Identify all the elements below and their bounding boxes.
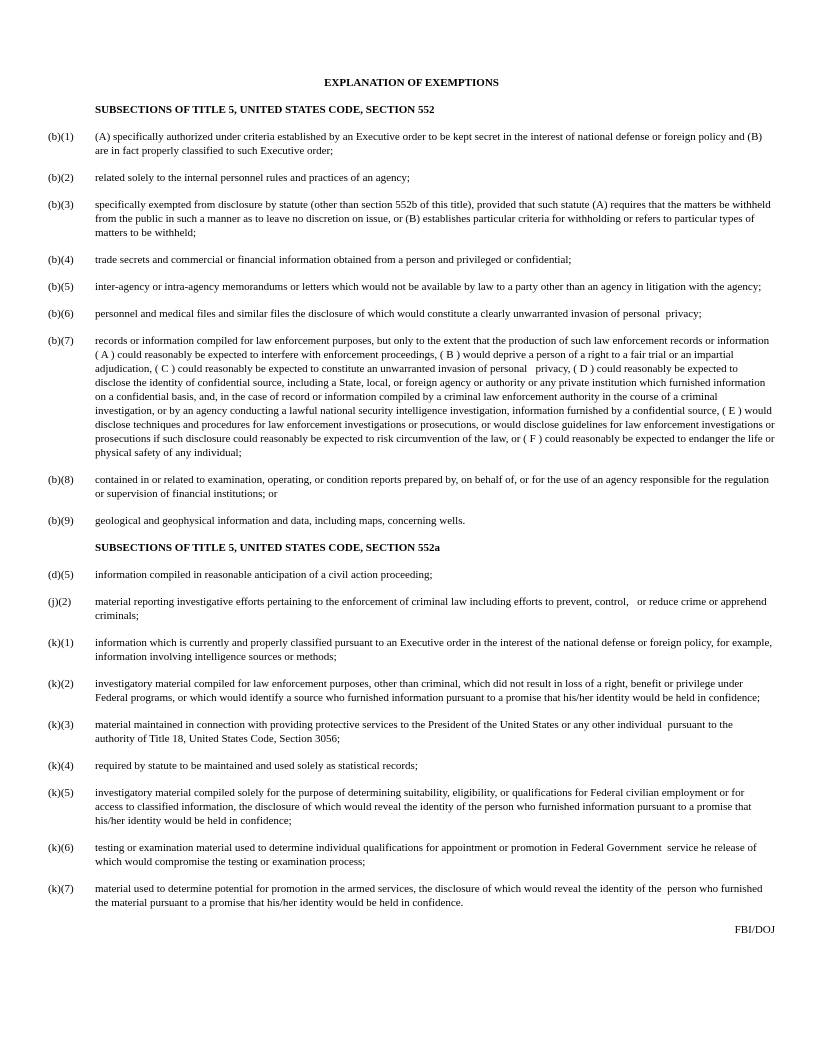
exemption-text: material used to determine potential for promotion in the armed services, the disclosure of which would reveal the identity of the person who furnished the material pursuant to a promise that his/her identity would be held in confidence.	[95, 883, 766, 909]
exemption-item-k7	[48, 882, 775, 910]
exemption-label: (b)(9)	[48, 515, 74, 527]
exemption-label: (b)(4)	[48, 254, 74, 266]
exemption-item-k2	[48, 677, 775, 705]
exemption-text: specifically exempted from disclosure by statute (other than section 552b of this title), provided that such statute (A) requires that the matters be withheld from the public in such a manner as to leave no discretion on issue, or (B) establishes particular criteria for withholding or refers to particular types of matters to be withheld;	[95, 199, 774, 239]
exemption-label: (b)(7)	[48, 335, 74, 347]
exemption-item-k3	[48, 718, 775, 746]
exemption-text: records or information compiled for law enforcement purposes, but only to the extent that the production of such law enforcement records or information ( A ) could reasonably be expected to interfere with enforcement proceedings, ( B ) would deprive a person of a right to a fair trial or an impartial adjudication, ( C ) could reasonably be expected to constitute an unwarranted invasion of personal privacy, ( D ) could reasonably be expected to disclose the identity of confidential source, including a State, local, or foreign agency or authority or any private institution which furnished information on a confidential basis, and, in the case of record or information compiled by a criminal law enforcement authority in the course of a criminal investigation, or by an agency conducting a lawful national security intelligence investigation, information furnished by a confidential source, ( E ) would disclose techniques and procedures for law enforcement investigations or prosecutions, or would disclose guidelines for law enforcement investigations or prosecutions if such disclosure could reasonably be expected to risk circumvention of the law, or ( F ) could reasonably be expected to endanger the life or physical safety of any individual;	[95, 335, 778, 459]
exemption-text: investigatory material compiled solely for the purpose of determining suitability, eligibility, or qualifications for Federal civilian employment or for access to classified information, the disclosure of which would reveal the identity of the person who furnished information pursuant to a promise that his/her identity would be held in confidence;	[95, 787, 755, 827]
exemption-label: (k)(4)	[48, 760, 74, 772]
exemption-label: (k)(5)	[48, 787, 74, 799]
exemption-label: (j)(2)	[48, 596, 72, 608]
exemption-label: (k)(6)	[48, 842, 74, 854]
exemption-item-b6	[48, 307, 775, 321]
exemption-text: information which is currently and properly classified pursuant to an Executive order in the interest of the national defense or foreign policy, for example, information involving intelligence sources or methods;	[95, 637, 775, 663]
exemption-text: inter-agency or intra-agency memorandums or letters which would not be available by law to a party other than an agency in litigation with the agency;	[95, 281, 762, 293]
exemption-item-k6	[48, 841, 775, 869]
exemption-text: investigatory material compiled for law enforcement purposes, other than criminal, which did not result in loss of a right, benefit or privilege under Federal programs, or which would identify a source who furnished information pursuant to a promise that his/her identity would be held in confidence;	[95, 678, 761, 704]
exemption-label: (k)(3)	[48, 719, 74, 731]
exemption-item-j2	[48, 595, 775, 623]
exemption-text: material reporting investigative efforts pertaining to the enforcement of criminal law including efforts to prevent, control, or reduce crime or apprehend criminals;	[95, 596, 770, 622]
exemption-label: (b)(3)	[48, 199, 74, 211]
exemption-text: material maintained in connection with providing protective services to the President of the United States or any other individual pursuant to the authority of Title 18, United States Code, Section 3056;	[95, 719, 736, 745]
exemption-text: information compiled in reasonable anticipation of a civil action proceeding;	[95, 569, 433, 581]
exemption-label: (k)(2)	[48, 678, 74, 690]
exemption-label: (b)(5)	[48, 281, 74, 293]
exemption-item-k1	[48, 636, 775, 664]
exemption-text: geological and geophysical information and data, including maps, concerning wells.	[95, 515, 466, 527]
exemption-label: (b)(8)	[48, 474, 74, 486]
exemption-text: contained in or related to examination, operating, or condition reports prepared by, on behalf of, or for the use of an agency responsible for the regulation or supervision of financial institutions; or	[95, 474, 772, 500]
footer-label: FBI/DOJ	[734, 924, 775, 936]
exemption-text: required by statute to be maintained and used solely as statistical records;	[95, 760, 418, 772]
exemption-item-b4	[48, 253, 775, 267]
exemption-item-d5	[48, 568, 775, 582]
section-heading-552: SUBSECTIONS OF TITLE 5, UNITED STATES CODE, SECTION 552	[95, 104, 435, 116]
exemption-text: testing or examination material used to determine individual qualifications for appointment or promotion in Federal Government service he release of which would compromise the testing or examination process;	[95, 842, 760, 868]
exemption-item-b5	[48, 280, 775, 294]
exemption-label: (b)(6)	[48, 308, 74, 320]
exemption-label: (d)(5)	[48, 569, 74, 581]
exemption-item-b2	[48, 171, 775, 185]
document-title: EXPLANATION OF EXEMPTIONS	[324, 77, 499, 89]
exemption-label: (b)(1)	[48, 131, 74, 143]
exemption-item-k4	[48, 759, 775, 773]
section-heading-552a: SUBSECTIONS OF TITLE 5, UNITED STATES CODE, SECTION 552a	[95, 542, 440, 554]
exemption-label: (k)(7)	[48, 883, 74, 895]
exemption-text: trade secrets and commercial or financial information obtained from a person and privileged or confidential;	[95, 254, 572, 266]
exemption-text: related solely to the internal personnel rules and practices of an agency;	[95, 172, 410, 184]
exemption-item-b8	[48, 473, 775, 501]
exemption-item-b9	[48, 514, 775, 528]
exemption-text: personnel and medical files and similar files the disclosure of which would constitute a clearly unwarranted invasion of personal privacy;	[95, 308, 702, 320]
exemption-item-k5	[48, 786, 775, 828]
exemption-item-b1	[48, 130, 775, 158]
exemption-item-b3	[48, 198, 775, 240]
exemption-label: (b)(2)	[48, 172, 74, 184]
exemption-label: (k)(1)	[48, 637, 74, 649]
exemption-text: (A) specifically authorized under criteria established by an Executive order to be kept secret in the interest of national defense or foreign policy and (B) are in fact properly classified to such Executive order;	[95, 131, 765, 157]
exemption-item-b7	[48, 334, 778, 460]
